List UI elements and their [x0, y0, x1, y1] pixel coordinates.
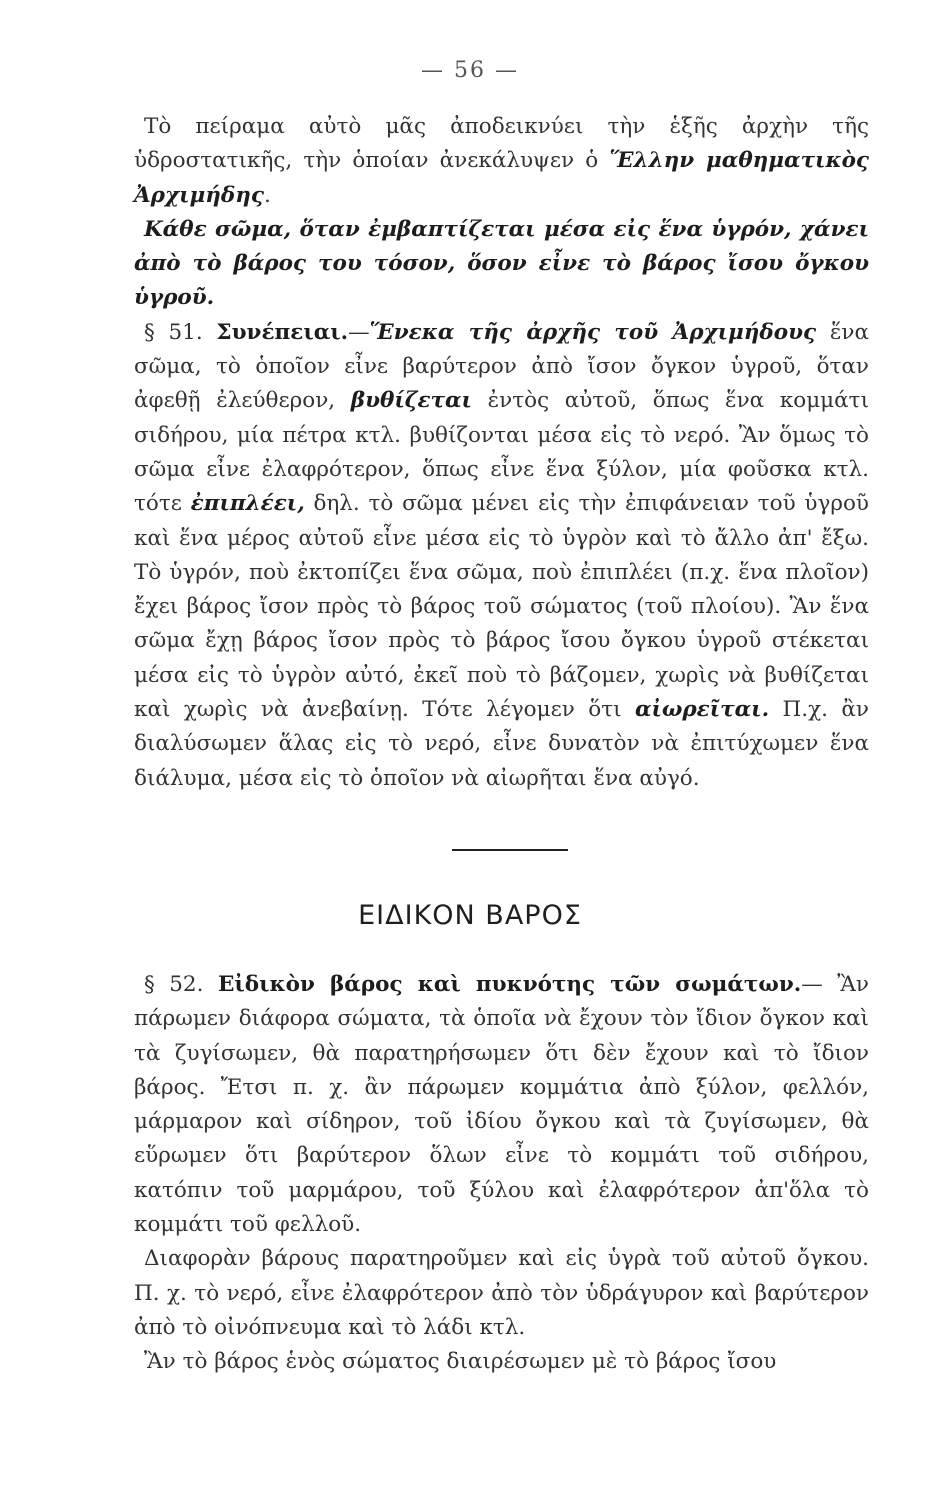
- section-51-text-4: Π.χ. ἂν διαλύσωμεν ἅλας εἰς τὸ νερό, εἶνε δυνατὸν νὰ ἐπιτύχωμεν ἕνα διάλυμα, μέσα εἰς τὸ ὁποῖον νὰ αἰωρῆται ἕνα αὐγό.: [134, 697, 869, 791]
- section-52-number: § 52.: [144, 972, 218, 997]
- text-block-lower: [134, 968, 869, 1380]
- section-heading: ΕΙΔΙΚΟΝ ΒΑΡΟΣ: [358, 900, 582, 931]
- section-52-dash: —: [801, 972, 823, 997]
- text-block-upper: [134, 110, 869, 796]
- archimedes-principle: Κάθε σῶμα, ὅταν ἐμβαπτίζεται μέσα εἰς ἕνα ὑγρόν, χάνει ἀπὸ τὸ βάρος του τόσον, ὅσον εἶνε τὸ βάρος ἴσου ὄγκου ὑγροῦ.: [134, 216, 869, 311]
- section-51-lead: Ἕνεκα τῆς ἀρχῆς τοῦ Ἀρχιμήδους: [369, 319, 817, 345]
- keyword-floats: ἐπιπλέει,: [190, 491, 305, 517]
- section-51-title: Συνέπειαι.: [216, 319, 349, 345]
- paragraph-liquid-weights: Διαφορὰν βάρους παρατηροῦμεν καὶ εἰς ὑγρὰ τοῦ αὐτοῦ ὄγκου. Π. χ. τὸ νερό, εἶνε ἐλαφρότερον ἀπὸ τὸν ὑδράγυρον καὶ βαρύτερον ἀπὸ τὸ οἰνόπνευμα καὶ τὸ λάδι κτλ.: [134, 1246, 869, 1340]
- archimedes-name: Ἕλλην μαθηματικὸς Ἀρχιμήδης: [134, 148, 869, 208]
- intro-text: Τὸ πείραμα αὐτὸ μᾶς ἀποδεικνύει τὴν ἑξῆς ἀρχὴν τῆς ὑδροστατικῆς, τὴν ὁποίαν ἀνεκάλυψεν ὁ: [134, 114, 869, 174]
- section-51-text-3: δηλ. τὸ σῶμα μένει εἰς τὴν ἐπιφάνειαν τοῦ ὑγροῦ καὶ ἕνα μέρος αὐτοῦ εἶνε μέσα εἰς τὸ ὑγρὸν καὶ τὸ ἄλλο ἀπ' ἔξω. Τὸ ὑγρόν, ποὺ ἐκτοπίζει ἕνα σῶμα, ποὺ ἐπιπλέει (π.χ. ἕνα πλοῖον) ἔχει βάρος ἴσον πρὸς τὸ βάρος τοῦ σώματος (τοῦ πλοίου). Ἂν ἕνα σῶμα ἔχῃ βάρος ἴσον πρὸς τὸ βάρος ἴσου ὄγκου ὑγροῦ στέκεται μέσα εἰς τὸ ὑγρὸν αὐτό, ἐκεῖ ποὺ τὸ βάζομεν, χωρὶς νὰ βυθίζεται καὶ χωρὶς νὰ ἀνεβαίνῃ. Τότε λέγομεν ὅτι: [134, 491, 869, 723]
- keyword-sinks: βυθίζεται: [350, 388, 472, 414]
- section-51-dash: —: [348, 319, 370, 345]
- section-divider: [452, 849, 568, 851]
- section-52-title: Εἰδικὸν βάρος καὶ πυκνότης τῶν σωμάτων.: [217, 972, 802, 997]
- page-number: — 56 —: [421, 58, 519, 83]
- section-51-number: § 51.: [144, 319, 217, 345]
- section-51-paragraph: [134, 316, 869, 796]
- section-52-text: Ἂν πάρωμεν διάφορα σώματα, τὰ ὁποῖα νὰ ἔχουν τὸν ἴδιον ὄγκον καὶ τὰ ζυγίσωμεν, θὰ παρατηρήσωμεν ὅτι δὲν ἔχουν καὶ τὸ ἴδιον βάρος. Ἔτσι π. χ. ἂν πάρωμεν κομμάτια ἀπὸ ξύλον, φελλόν, μάρμαρον καὶ σίδηρον, τοῦ ἰδίου ὄγκου καὶ τὰ ζυγίσωμεν, θὰ εὕρωμεν ὅτι βαρύτερον ὅλων εἶνε τὸ κομμάτι τοῦ σιδήρου, κατόπιν τοῦ μαρμάρου, τοῦ ξύλου καὶ ἐλαφρότερον ἀπ'ὅλα τὸ κομμάτι τοῦ φελλοῦ.: [134, 972, 869, 1238]
- paragraph-archimedes-intro: [134, 110, 869, 213]
- section-52-paragraph: [134, 968, 869, 1242]
- section-51-text-2: ἐντὸς αὐτοῦ, ὅπως ἕνα κομμάτι σιδήρου, μία πέτρα κτλ. βυθίζονται μέσα εἰς τὸ νερό. Ἂν ὅμως τὸ σῶμα εἶνε ἐλαφρότερον, ὅπως εἶνε ἕνα ξύλον, μία φοῦσκα κτλ. τότε: [134, 388, 869, 517]
- intro-end: .: [263, 182, 271, 208]
- keyword-suspended: αἰωρεῖται.: [634, 697, 770, 723]
- paragraph-last-line: Ἂν τὸ βάρος ἑνὸς σώματος διαιρέσωμεν μὲ τὸ βάρος ἴσου: [144, 1349, 777, 1375]
- section-51-text-1: ἕνα σῶμα, τὸ ὁποῖον εἶνε βαρύτερον ἀπὸ ἴσον ὄγκον ὑγροῦ, ὅταν ἀφεθῇ ἐλεύθερον,: [134, 319, 869, 414]
